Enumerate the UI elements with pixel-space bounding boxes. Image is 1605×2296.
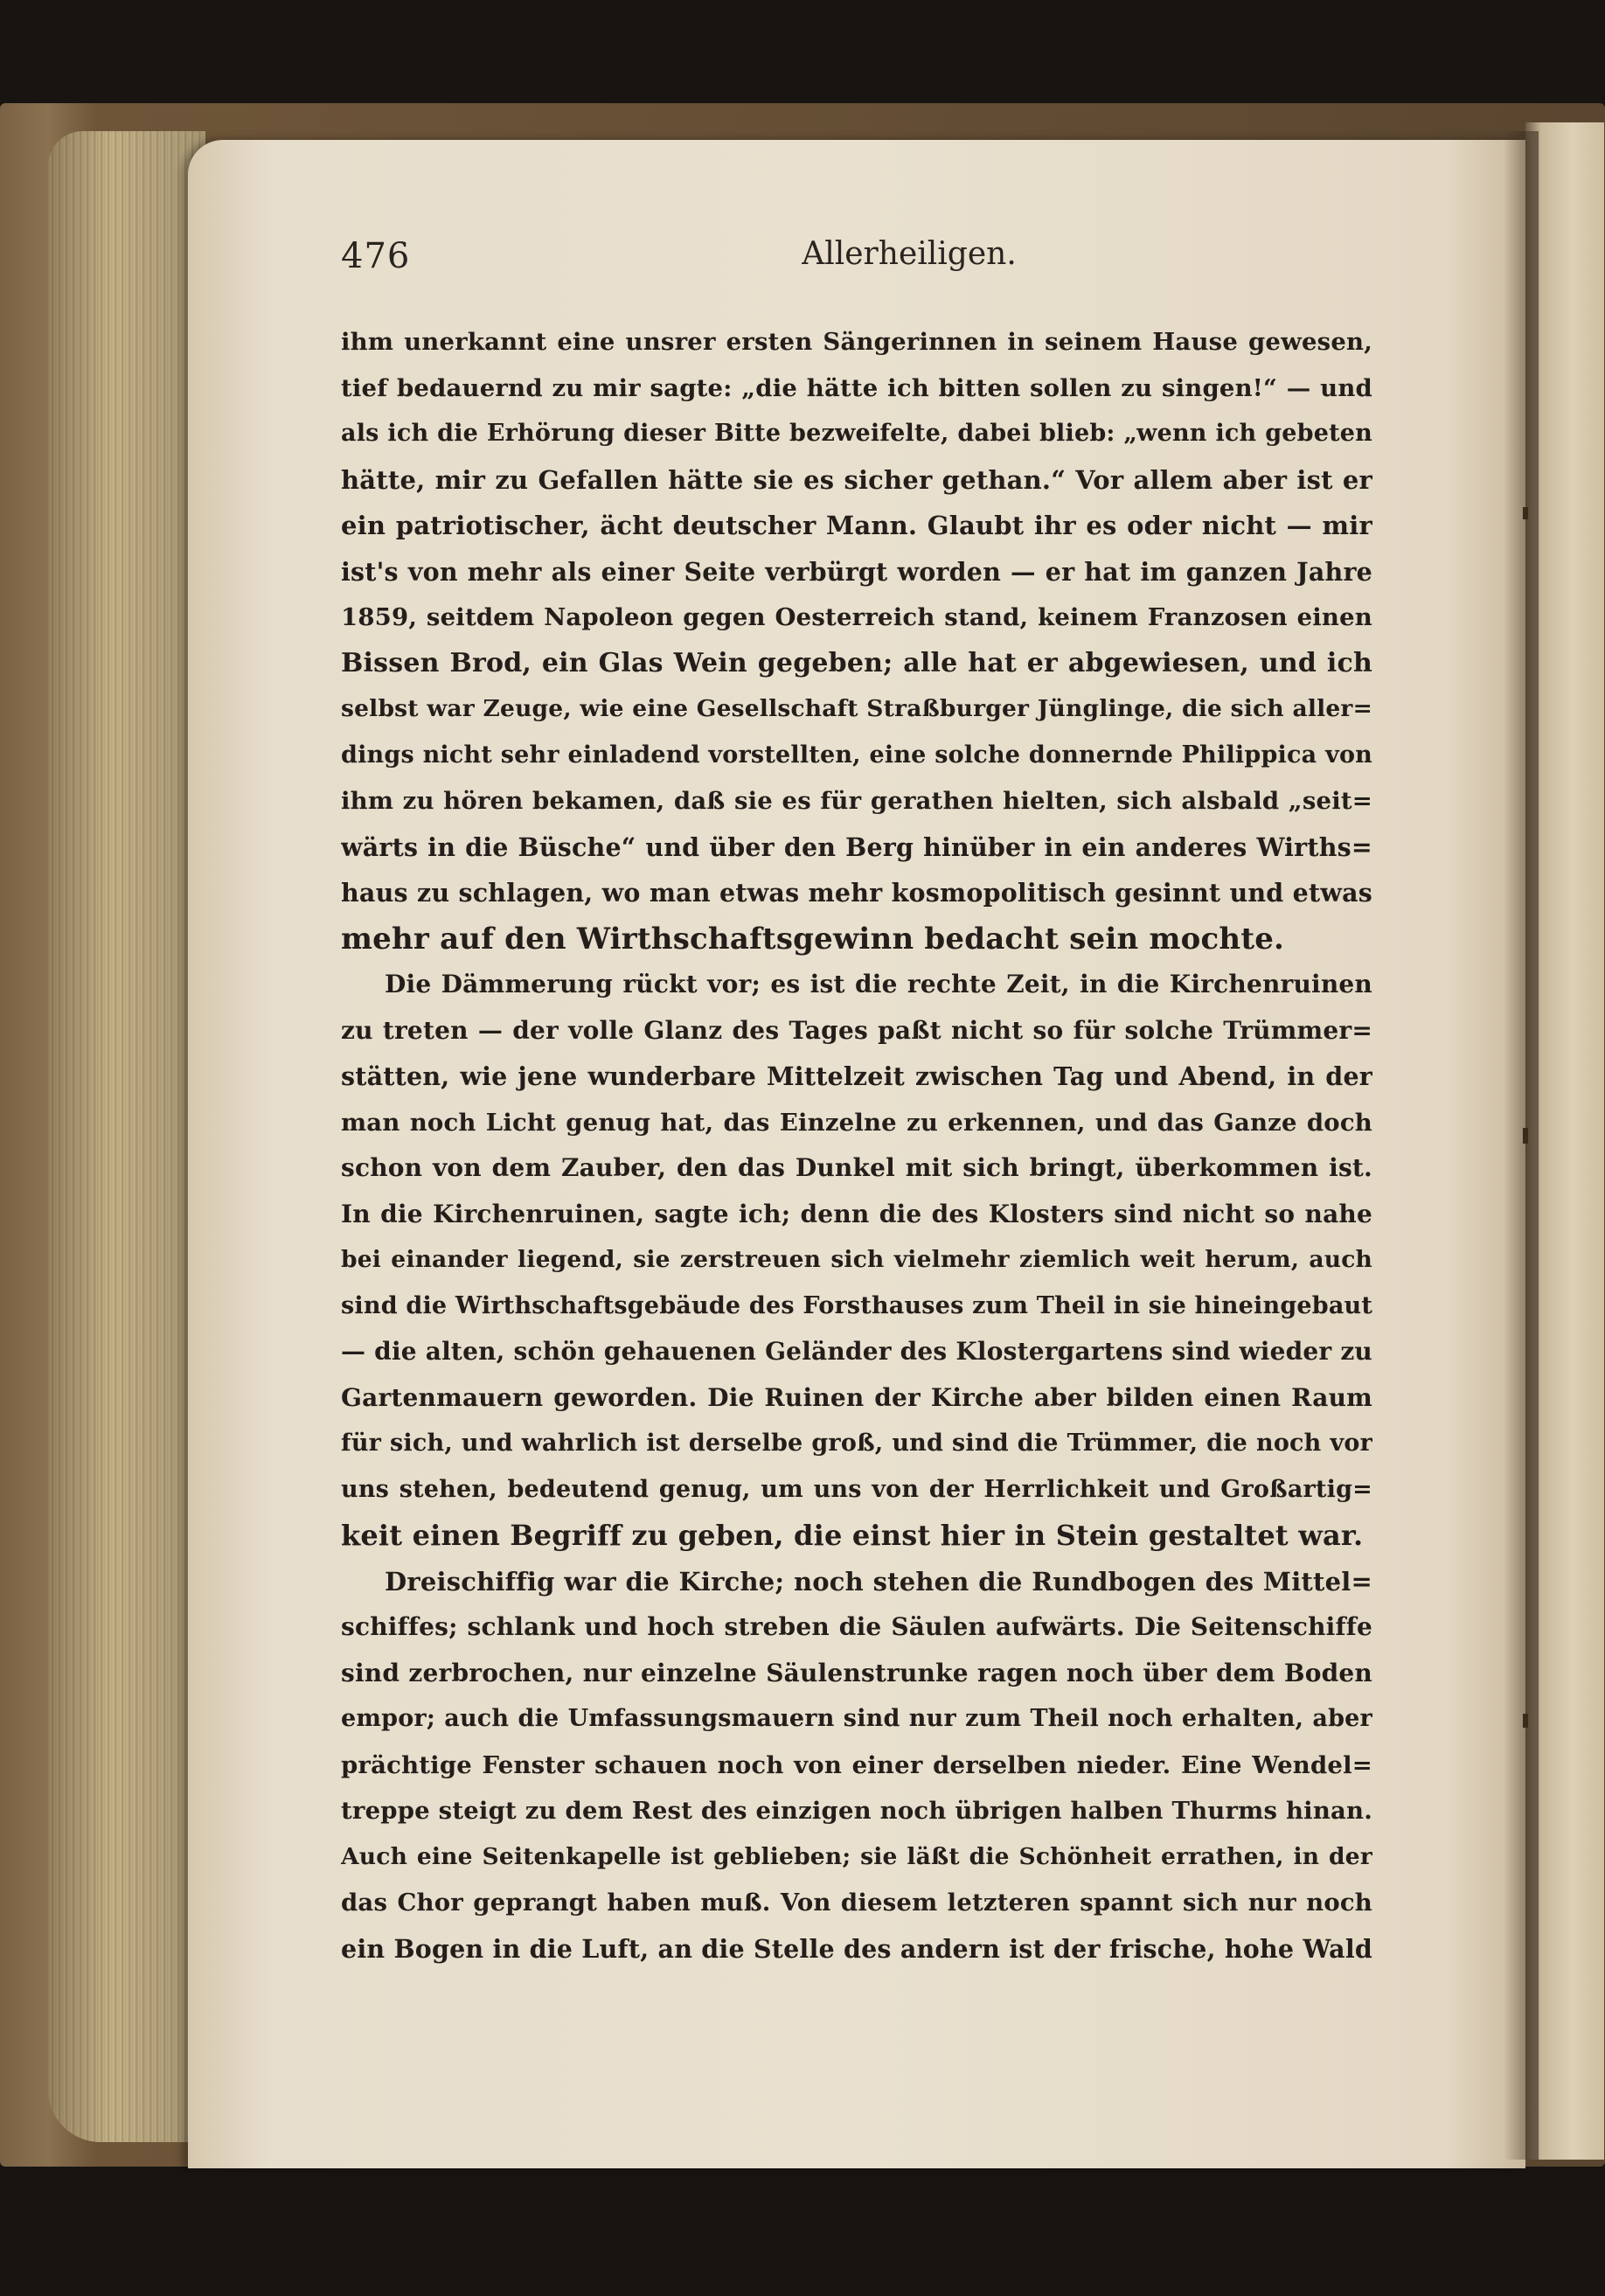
- text-line: dings nicht sehr einladend vorstellten, eine solche donnernde Philippica von: [341, 741, 1372, 769]
- text-line: prächtige Fenster schauen noch von einer derselben nieder. Eine Wendel=: [341, 1750, 1372, 1779]
- page-header: [341, 236, 1390, 289]
- text-line: zu treten — der volle Glanz des Tages paßt nicht so für solche Trümmer=: [341, 1015, 1372, 1045]
- text-line: das Chor geprangt haben muß. Von diesem letzteren spannt sich nur noch: [341, 1889, 1372, 1917]
- text-line: haus zu schlagen, wo man etwas mehr kosmopolitisch gesinnt und etwas: [341, 878, 1372, 908]
- body-text: [341, 319, 1372, 1972]
- page-edges-shade: [48, 131, 205, 2142]
- text-line: selbst war Zeuge, wie eine Gesellschaft Straßburger Jünglinge, die sich aller=: [341, 695, 1372, 722]
- text-line: schon von dem Zauber, den das Dunkel mit sich bringt, überkommen ist.: [341, 1153, 1372, 1182]
- edge-mark: [1523, 1128, 1528, 1144]
- edge-mark: [1523, 1714, 1528, 1728]
- text-line: empor; auch die Umfassungsmauern sind nur zum Theil noch erhalten, aber: [341, 1705, 1372, 1732]
- text-line: man noch Licht genug hat, das Einzelne zu erkennen, und das Ganze doch: [341, 1108, 1372, 1137]
- text-line: Die Dämmerung rückt vor; es ist die rechte Zeit, in die Kirchenruinen: [385, 970, 1372, 998]
- text-line: sind zerbrochen, nur einzelne Säulenstrunke ragen noch über dem Boden: [341, 1658, 1372, 1687]
- text-line: — die alten, schön gehauenen Geländer des Klostergartens sind wieder zu: [341, 1337, 1372, 1366]
- text-line: 1859, seitdem Napoleon gegen Oesterreich stand, keinem Franzosen einen: [341, 603, 1372, 631]
- text-line: keit einen Begriff zu geben, die einst hier in Stein gestaltet war.: [341, 1519, 1364, 1552]
- text-line: Gartenmauern geworden. Die Ruinen der Kirche aber bilden einen Raum: [341, 1382, 1372, 1412]
- text-line: mehr auf den Wirthschaftsgewinn bedacht sein mochte.: [341, 921, 1285, 957]
- edge-mark: [1523, 507, 1528, 519]
- text-line: Auch eine Seitenkapelle ist geblieben; sie läßt die Schönheit errathen, in der: [341, 1842, 1372, 1870]
- text-line: ihm zu hören bekamen, daß sie es für gerathen hielten, sich alsbald „seit=: [341, 787, 1372, 815]
- text-line: ein Bogen in die Luft, an die Stelle des andern ist der frische, hohe Wald: [341, 1933, 1372, 1964]
- text-line: schiffes; schlank und hoch streben die Säulen aufwärts. Die Seitenschiffe: [341, 1612, 1372, 1641]
- running-head: Allerheiligen.: [802, 236, 1017, 272]
- text-line: ist's von mehr als einer Seite verbürgt worden — er hat im ganzen Jahre: [341, 556, 1372, 587]
- text-line: wärts in die Büsche“ und über den Berg hinüber in ein anderes Wirths=: [341, 831, 1372, 862]
- text-line: ihm unerkannt eine unsrer ersten Sängerinnen in seinem Hause gewesen,: [341, 328, 1372, 356]
- text-line: für sich, und wahrlich ist derselbe groß, und sind die Trümmer, die noch vor: [341, 1430, 1372, 1457]
- text-line: ein patriotischer, ächt deutscher Mann. Glaubt ihr es oder nicht — mir: [341, 511, 1372, 540]
- text-line: In die Kirchenruinen, sagte ich; denn die des Klosters sind nicht so nahe: [341, 1199, 1372, 1228]
- text-line: stätten, wie jene wunderbare Mittelzeit zwischen Tag und Abend, in der: [341, 1061, 1372, 1091]
- text-line: Bissen Brod, ein Glas Wein gegeben; alle hat er abgewiesen, und ich: [341, 647, 1372, 678]
- text-line: hätte, mir zu Gefallen hätte sie es sicher gethan.“ Vor allem aber ist er: [341, 464, 1372, 495]
- page-number: 476: [341, 236, 411, 276]
- text-line: treppe steigt zu dem Rest des einzigen noch übrigen halben Thurms hinan.: [341, 1797, 1372, 1825]
- text-line: sind die Wirthschaftsgebäude des Forsthauses zum Theil in sie hineingebaut: [341, 1291, 1372, 1319]
- text-line: Dreischiffig war die Kirche; noch stehen die Rundbogen des Mittel=: [385, 1566, 1372, 1597]
- gutter-shadow: [1504, 131, 1539, 2160]
- text-line: bei einander liegend, sie zerstreuen sich vielmehr ziemlich weit herum, auch: [341, 1246, 1372, 1273]
- text-line: tief bedauernd zu mir sagte: „die hätte ich bitten sollen zu singen!“ — und: [341, 373, 1372, 402]
- text-line: uns stehen, bedeutend genug, um uns von der Herrlichkeit und Großartig=: [341, 1475, 1372, 1503]
- text-line: als ich die Erhörung dieser Bitte bezweifelte, dabei blieb: „wenn ich gebeten: [341, 420, 1372, 447]
